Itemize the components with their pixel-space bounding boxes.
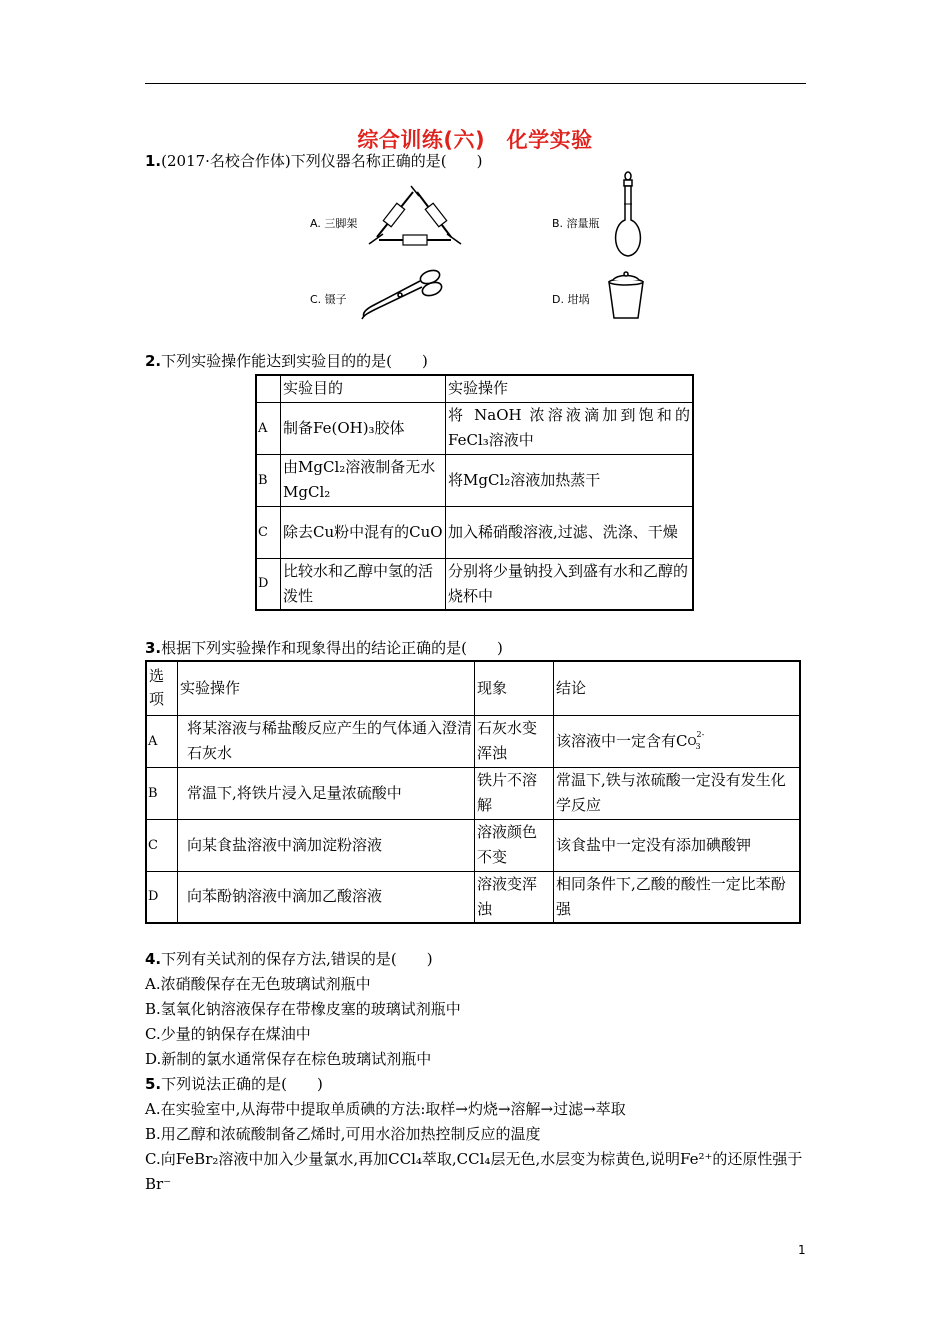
row-letter: B bbox=[256, 454, 281, 506]
header-cell: 实验操作 bbox=[446, 375, 694, 402]
operation-cell: 向某食盐溶液中滴加淀粉溶液 bbox=[178, 819, 475, 871]
table-header-row bbox=[256, 375, 693, 402]
question-5-stem bbox=[145, 1073, 323, 1095]
ion-subscript: 3 bbox=[695, 741, 701, 751]
row-letter: A bbox=[146, 715, 178, 767]
header-cell: 实验目的 bbox=[281, 375, 446, 402]
table-row bbox=[146, 871, 800, 923]
question-4-text: 下列有关试剂的保存方法,错误的是( ) bbox=[161, 950, 433, 968]
q1-option-c-label: C. 镊子 bbox=[310, 293, 347, 306]
question-5-number: 5. bbox=[145, 1075, 162, 1093]
goal-cell: 除去Cu粉中混有的CuO bbox=[281, 506, 446, 558]
table-row bbox=[256, 402, 693, 454]
question-4-option-b: B.氢氧化钠溶液保存在带橡皮塞的玻璃试剂瓶中 bbox=[145, 1000, 461, 1018]
goal-cell: 比较水和乙醇中氢的活泼性 bbox=[281, 558, 446, 610]
conclusion-cell bbox=[554, 715, 801, 767]
question-5-text: 下列说法正确的是( ) bbox=[161, 1075, 323, 1093]
page-number: 1 bbox=[798, 1243, 806, 1257]
table-row bbox=[256, 558, 693, 610]
q1-option-d-label: D. 坩埚 bbox=[552, 293, 590, 306]
ion-o: O bbox=[687, 734, 697, 748]
question-2-stem bbox=[145, 350, 428, 372]
crucible-tongs-figure bbox=[352, 265, 447, 320]
question-1-text: (2017·名校合作体)下列仪器名称正确的是( ) bbox=[161, 152, 483, 170]
header-cell: 现象 bbox=[475, 661, 554, 715]
phenomenon-cell: 溶液颜色不变 bbox=[475, 819, 554, 871]
page-title: 综合训练(六) 化学实验 bbox=[357, 128, 593, 152]
operation-cell: 加入稀硝酸溶液,过滤、洗涤、干燥 bbox=[446, 506, 694, 558]
question-5-option-b: B.用乙醇和浓硫酸制备乙烯时,可用水浴加热控制反应的温度 bbox=[145, 1125, 541, 1143]
operation-cell: 将某溶液与稀盐酸反应产生的气体通入澄清石灰水 bbox=[178, 715, 475, 767]
row-letter: B bbox=[146, 767, 178, 819]
phenomenon-cell: 石灰水变浑浊 bbox=[475, 715, 554, 767]
q1-option-a-label: A. 三脚架 bbox=[310, 217, 358, 230]
question-3-text: 根据下列实验操作和现象得出的结论正确的是( ) bbox=[161, 639, 503, 657]
header-cell bbox=[256, 375, 281, 402]
row-letter: D bbox=[146, 871, 178, 923]
header-cell: 选项 bbox=[146, 661, 178, 715]
question-5-option-c: C.向FeBr₂溶液中加入少量氯水,再加CCl₄萃取,CCl₄层无色,水层变为棕黄色,说明Fe²⁺的还原性强于Br⁻ bbox=[145, 1150, 803, 1193]
question-5-option-a: A.在实验室中,从海带中提取单质碘的方法:取样→灼烧→溶解→过滤→萃取 bbox=[145, 1100, 626, 1118]
q1-option-b-label: B. 溶量瓶 bbox=[552, 217, 600, 230]
row-letter: A bbox=[256, 402, 281, 454]
header-cell: 结论 bbox=[554, 661, 801, 715]
operation-cell: 分别将少量钠投入到盛有水和乙醇的烧杯中 bbox=[446, 558, 694, 610]
header-cell: 实验操作 bbox=[178, 661, 475, 715]
question-3-stem bbox=[145, 637, 503, 659]
operation-cell: 将MgCl₂溶液加热蒸干 bbox=[446, 454, 694, 506]
question-4-option-a: A.浓硝酸保存在无色玻璃试剂瓶中 bbox=[145, 975, 371, 993]
conclusion-cell: 常温下,铁与浓硫酸一定没有发生化学反应 bbox=[554, 767, 801, 819]
row-letter: D bbox=[256, 558, 281, 610]
header-rule bbox=[145, 83, 806, 84]
ion-superscript: 2- bbox=[696, 729, 705, 739]
phenomenon-cell: 铁片不溶解 bbox=[475, 767, 554, 819]
question-1-stem bbox=[145, 150, 483, 172]
conclusion-cell: 相同条件下,乙酸的酸性一定比苯酚强 bbox=[554, 871, 801, 923]
conclusion-cell: 该食盐中一定没有添加碘酸钾 bbox=[554, 819, 801, 871]
question-2-table bbox=[255, 374, 694, 611]
table-row bbox=[256, 454, 693, 506]
phenomenon-cell: 溶液变浑浊 bbox=[475, 871, 554, 923]
row-letter: C bbox=[146, 819, 178, 871]
operation-cell: 向苯酚钠溶液中滴加乙酸溶液 bbox=[178, 871, 475, 923]
table-row bbox=[256, 506, 693, 558]
question-1-number: 1. bbox=[145, 152, 162, 170]
table-row bbox=[146, 715, 800, 767]
row-letter: C bbox=[256, 506, 281, 558]
volumetric-flask-figure bbox=[608, 170, 648, 260]
question-2-text: 下列实验操作能达到实验目的的是( ) bbox=[161, 352, 428, 370]
operation-cell: 将 NaOH 浓溶液滴加到饱和的FeCl₃溶液中 bbox=[446, 402, 694, 454]
conclusion-text: 该溶液中一定含有C bbox=[556, 731, 688, 750]
goal-cell: 由MgCl₂溶液制备无水MgCl₂ bbox=[281, 454, 446, 506]
question-4-option-c: C.少量的钠保存在煤油中 bbox=[145, 1025, 311, 1043]
operation-cell: 常温下,将铁片浸入足量浓硫酸中 bbox=[178, 767, 475, 819]
question-4-stem bbox=[145, 948, 433, 970]
question-3-table bbox=[145, 660, 801, 924]
table-header-row bbox=[146, 661, 800, 715]
crucible-figure bbox=[605, 270, 647, 322]
table-row bbox=[146, 819, 800, 871]
question-4-option-d: D.新制的氯水通常保存在棕色玻璃试剂瓶中 bbox=[145, 1050, 432, 1068]
question-2-number: 2. bbox=[145, 352, 162, 370]
goal-cell: 制备Fe(OH)₃胶体 bbox=[281, 402, 446, 454]
question-3-number: 3. bbox=[145, 639, 162, 657]
tripod-ring-figure bbox=[365, 182, 465, 254]
carbonate-ion bbox=[687, 729, 709, 752]
table-row bbox=[146, 767, 800, 819]
question-4-number: 4. bbox=[145, 950, 162, 968]
